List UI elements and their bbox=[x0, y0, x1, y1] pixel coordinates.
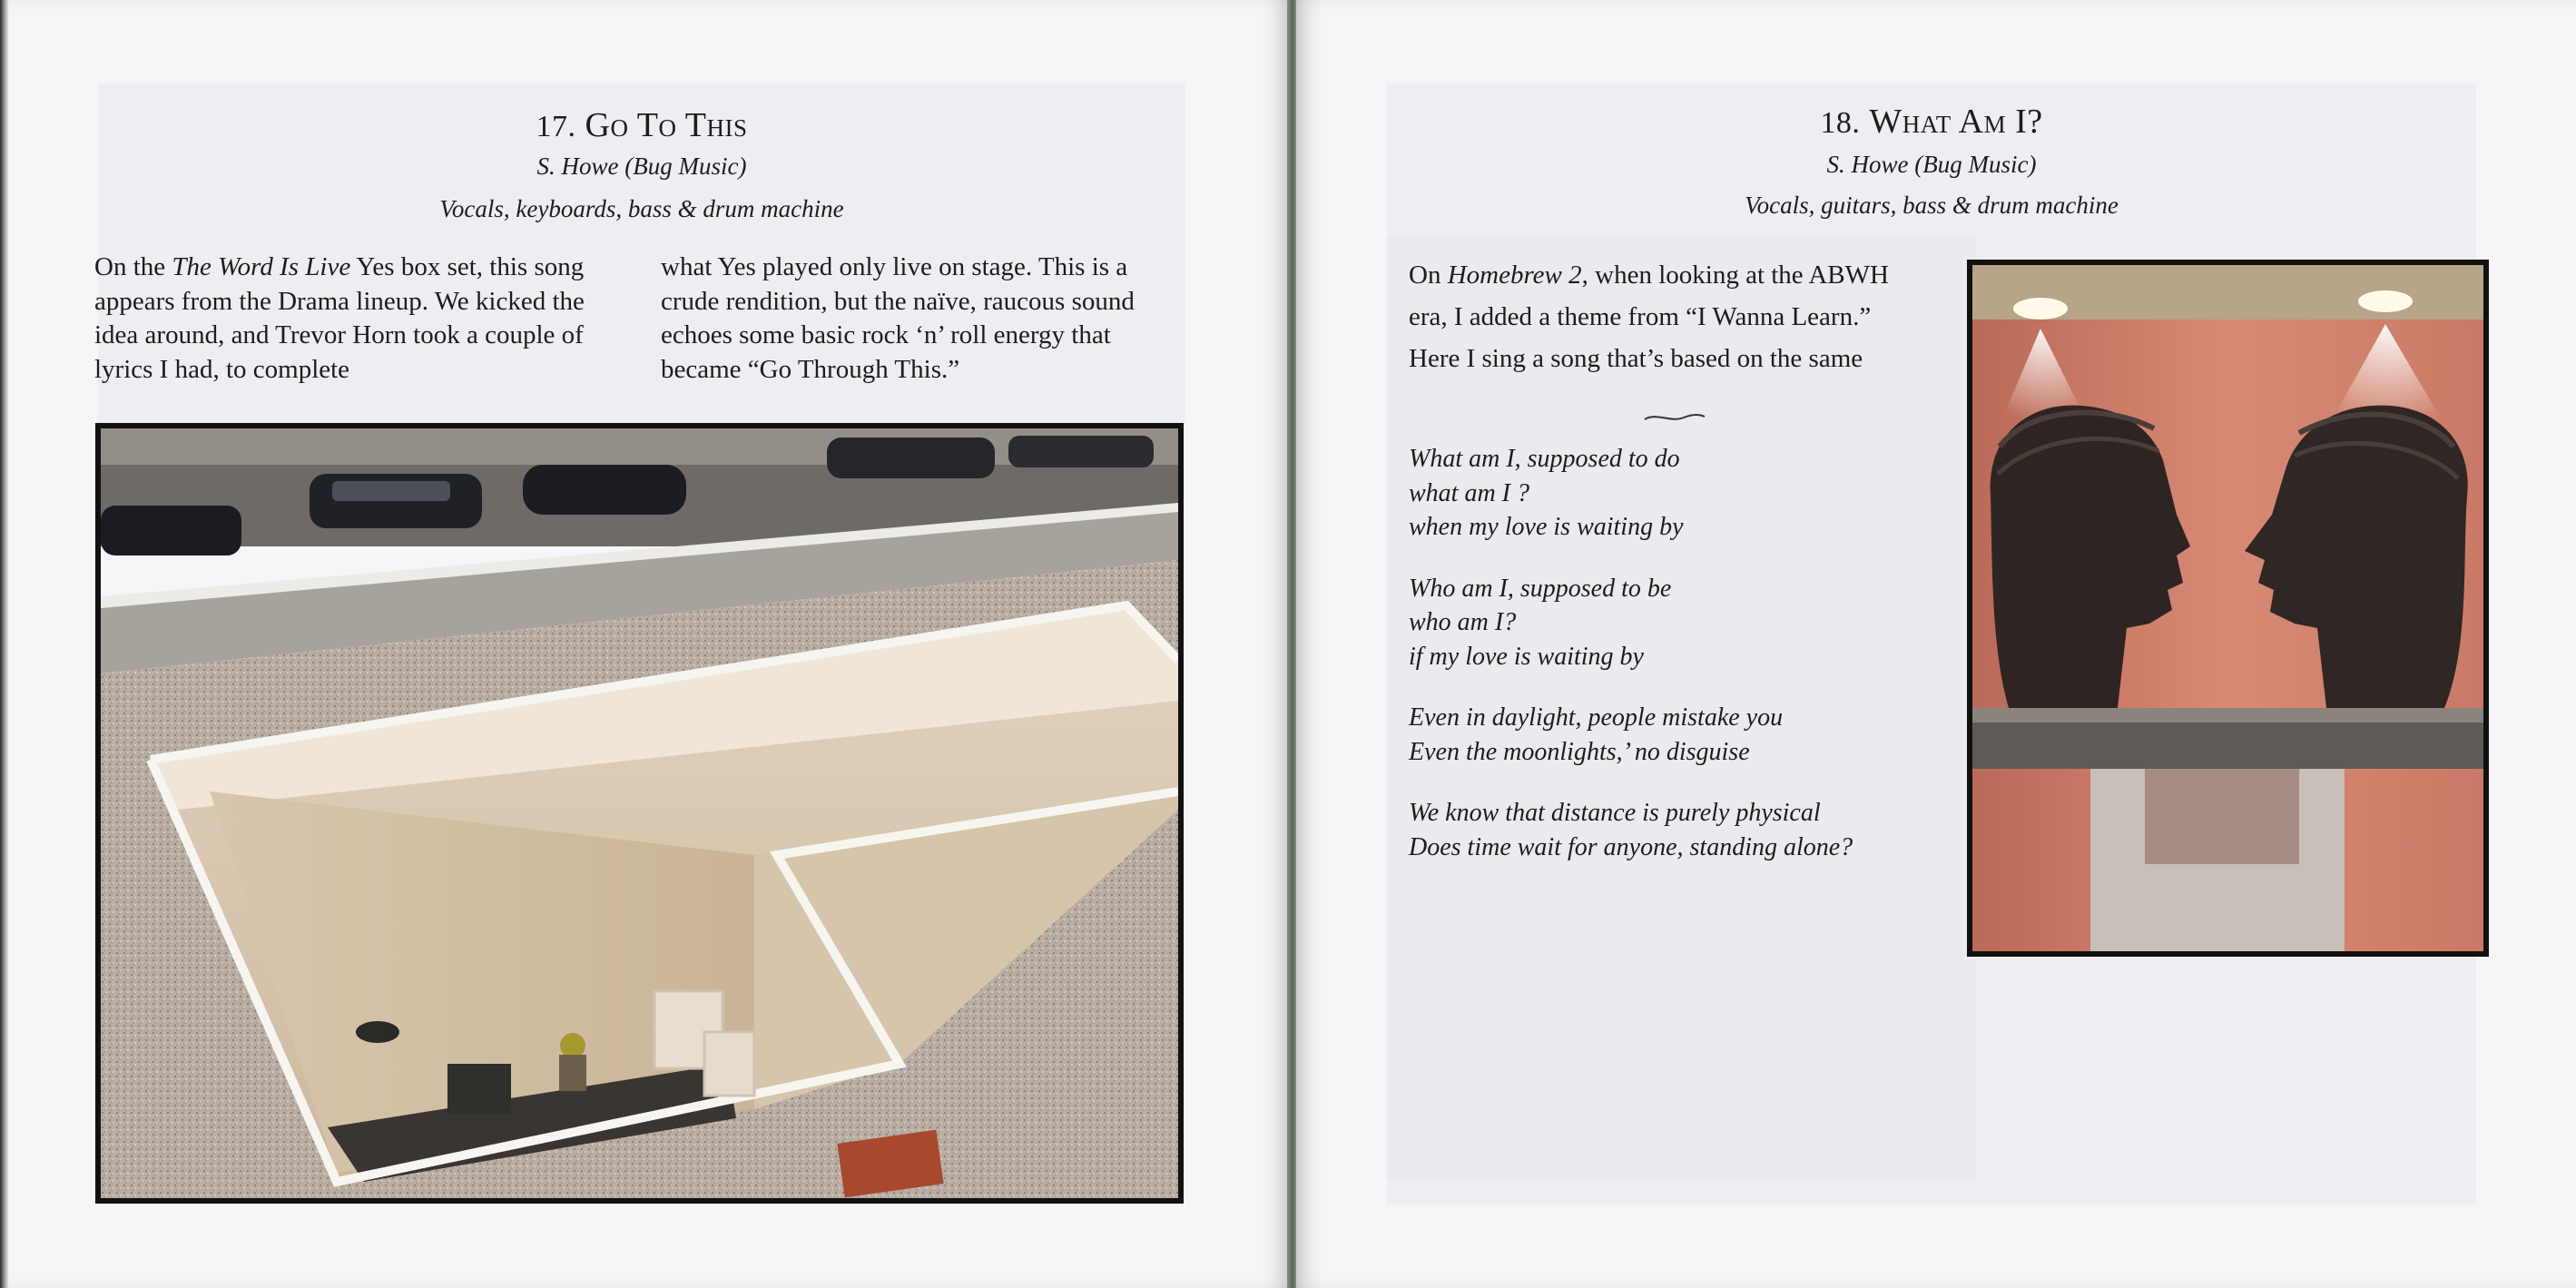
lyric-stanza bbox=[1409, 701, 1971, 769]
sculpture-image bbox=[1972, 265, 2483, 951]
lyric-line: Even in daylight, people mistake you bbox=[1409, 703, 1784, 732]
lyric-line: Even the moonlights,’ no disguise bbox=[1409, 737, 1750, 766]
flourish-ornament bbox=[1643, 408, 1706, 427]
rooftop-image bbox=[101, 428, 1178, 1198]
lyric-line: who am I? bbox=[1409, 608, 1517, 636]
song-title-17 bbox=[98, 105, 1185, 145]
track-title: Go To This bbox=[585, 106, 748, 144]
page-edge bbox=[0, 0, 9, 1288]
notes-column-1: On the The Word Is Live Yes box set, this song appears from the Drama lineup. We kicked the idea around, and Trevor Horn took a couple of lyrics I had, to complete bbox=[94, 252, 585, 384]
lyric-line: what am I ? bbox=[1409, 478, 1529, 507]
lyric-stanza bbox=[1409, 796, 1971, 864]
lyric-line: What am I, supposed to do bbox=[1409, 445, 1680, 473]
credit-line: S. Howe (Bug Music) bbox=[1826, 151, 2037, 178]
album-title: Homebrew 2 bbox=[1447, 261, 1582, 290]
track-title: What Am I? bbox=[1869, 103, 2043, 141]
instruments-line: Vocals, keyboards, bass & drum machine bbox=[439, 195, 844, 222]
song-title-18 bbox=[1387, 102, 2476, 142]
credit-line: S. Howe (Bug Music) bbox=[536, 152, 747, 180]
lyric-line: if my love is waiting by bbox=[1409, 642, 1644, 671]
lyric-line: Does time wait for anyone, standing alone? bbox=[1409, 832, 1853, 861]
lyrics-block bbox=[1409, 442, 1971, 891]
intro-notes: On Homebrew 2, when looking at the ABWH era, I added a theme from “I Wanna Learn.” Here I sing a song that’s based on the same bbox=[1409, 261, 1889, 373]
lyric-stanza bbox=[1409, 572, 1971, 674]
lyric-stanza bbox=[1409, 442, 1971, 545]
track-number: 17. bbox=[536, 110, 576, 143]
lyric-line: Who am I, supposed to be bbox=[1409, 574, 1672, 603]
album-title: The Word Is Live bbox=[172, 252, 351, 281]
lyric-line: when my love is waiting by bbox=[1409, 513, 1684, 541]
photo-carved-heads bbox=[1967, 260, 2489, 957]
instruments-line: Vocals, guitars, bass & drum machine bbox=[1745, 192, 2119, 219]
right-page bbox=[1296, 0, 2576, 1288]
lyric-line: We know that distance is purely physical bbox=[1409, 799, 1821, 827]
photo-rooftop-courtyard bbox=[95, 423, 1184, 1204]
notes-column-2: what Yes played only live on stage. This is a crude rendition, but the naïve, raucous sound echoes some basic rock ‘n’ roll energy that became “Go Through This.” bbox=[661, 252, 1135, 384]
track-number: 18. bbox=[1820, 106, 1861, 140]
